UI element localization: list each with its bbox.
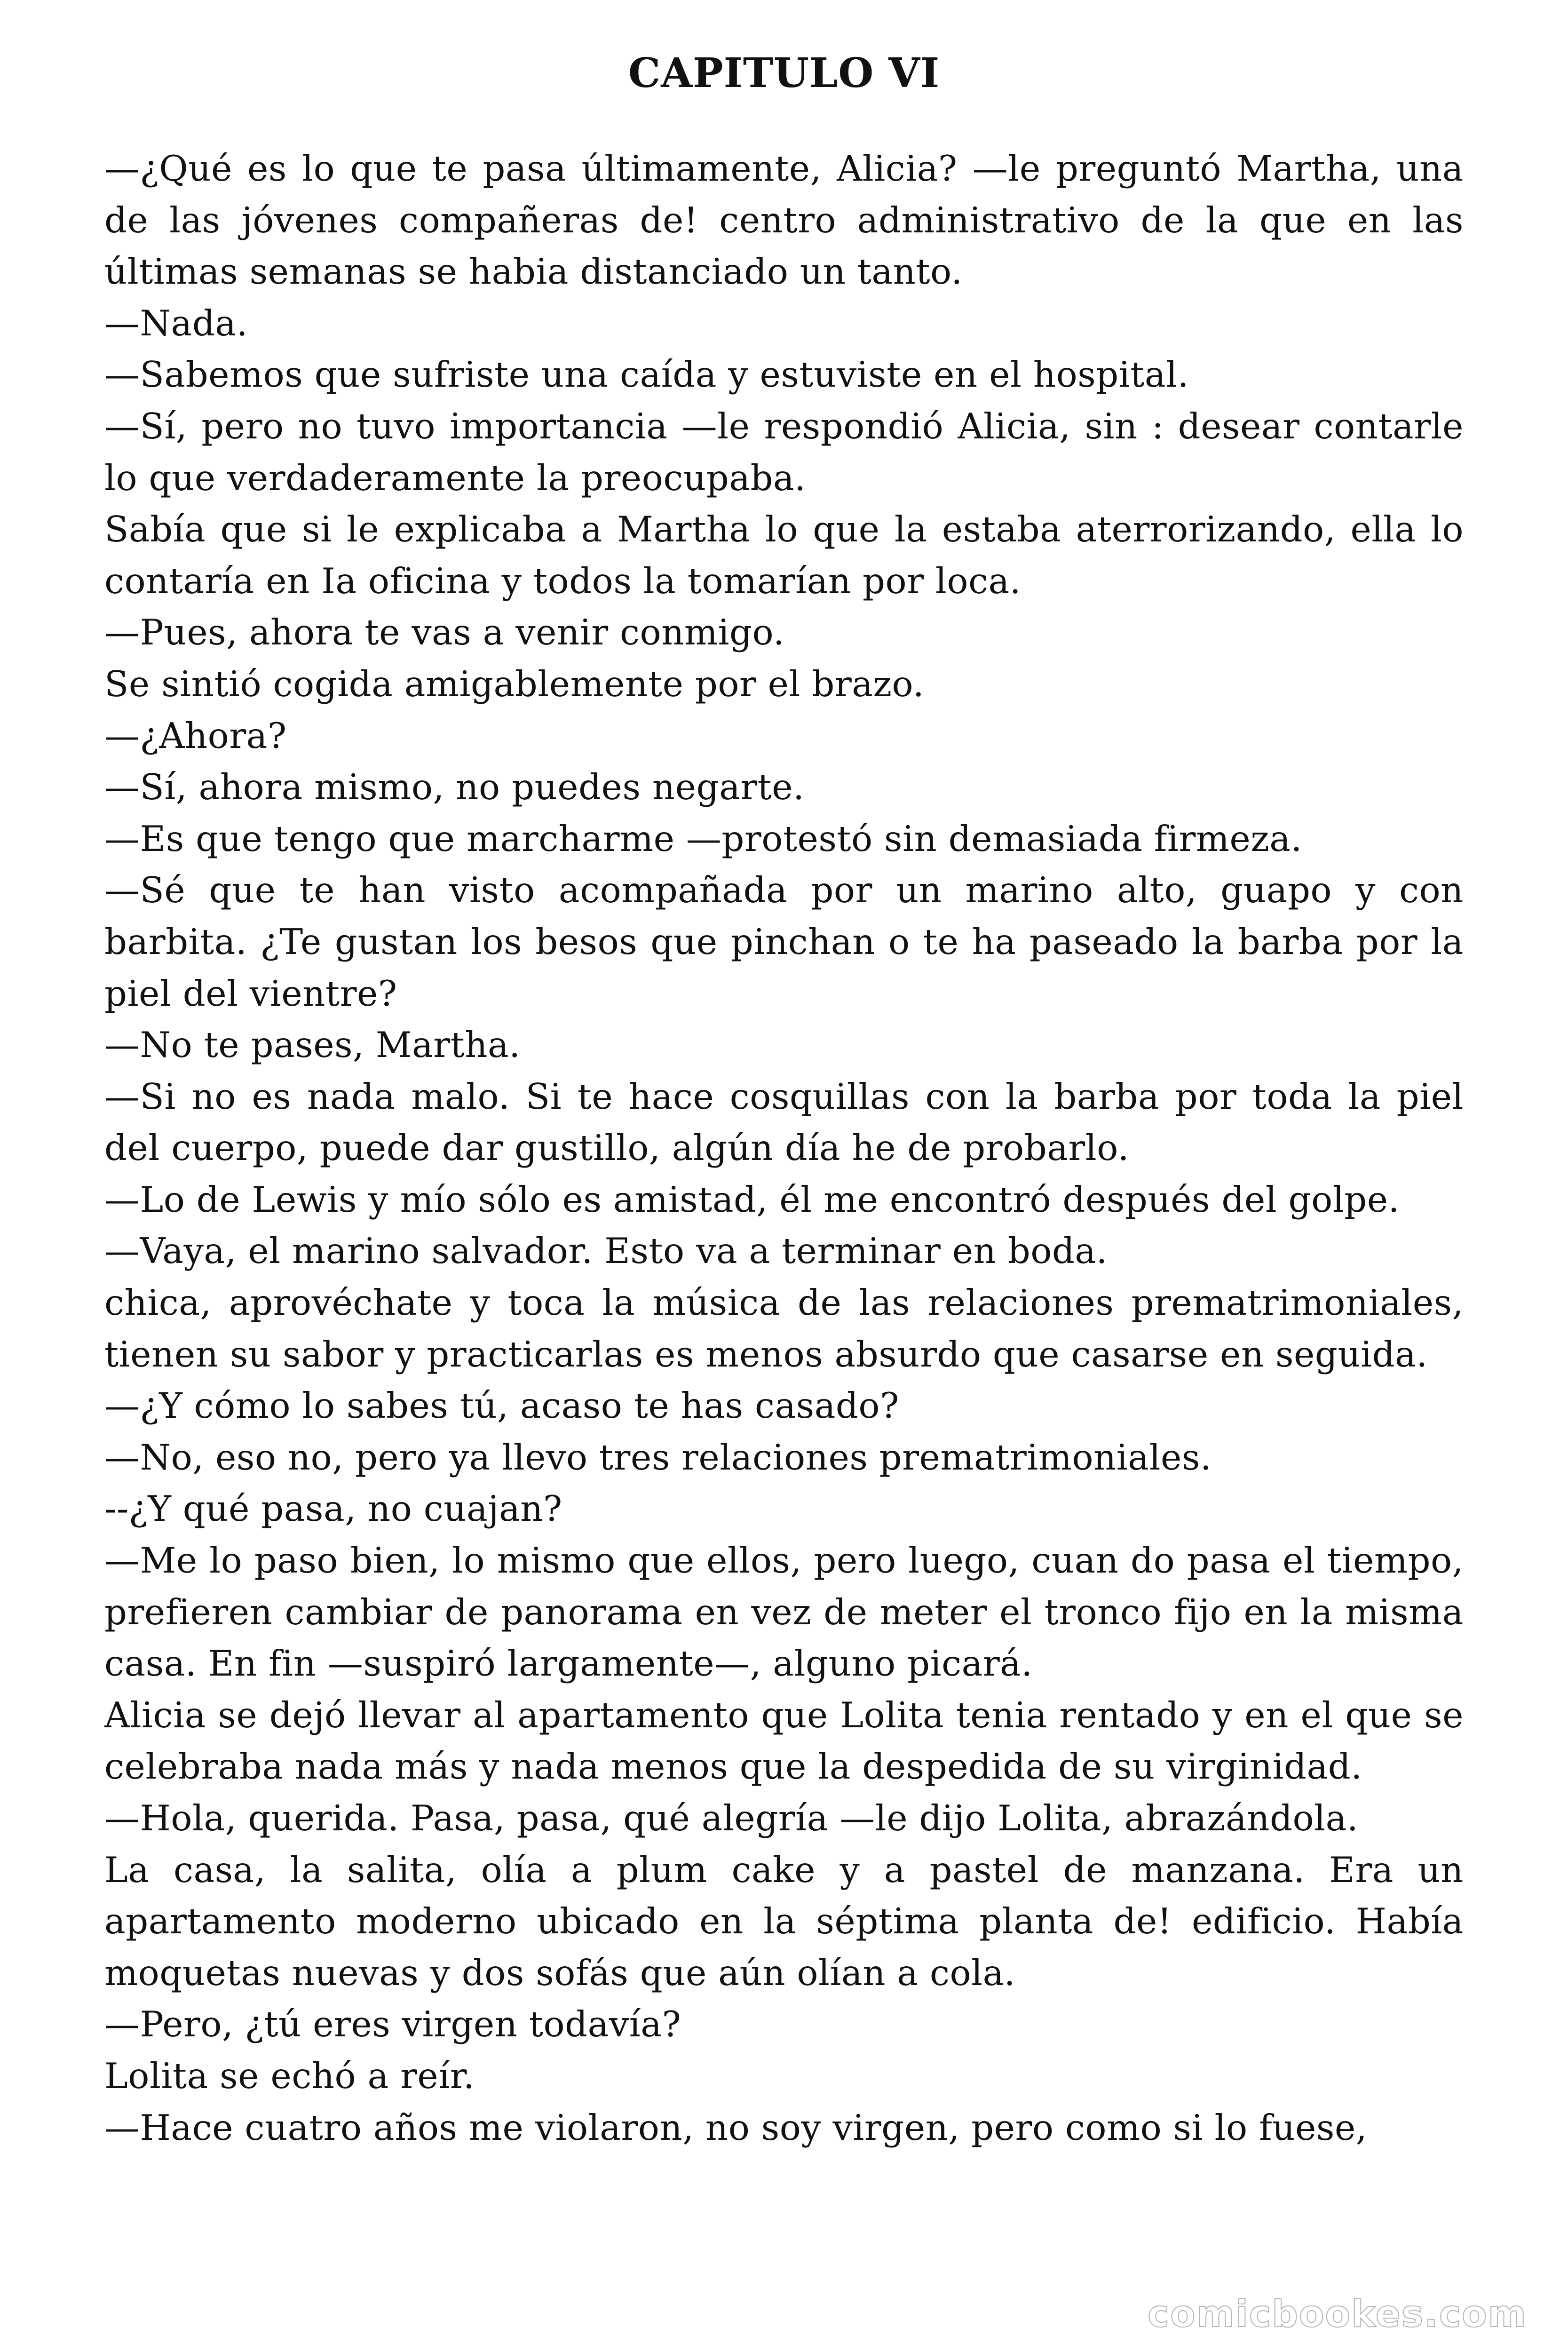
paragraph: —¿Y cómo lo sabes tú, acaso te has casado? xyxy=(104,1385,899,1427)
paragraph: Lolita se echó a reír. xyxy=(104,2055,475,2097)
paragraph: —Vaya, el marino salvador. Esto va a terminar en boda. xyxy=(104,1230,1108,1272)
paragraph: —Pero, ¿tú eres virgen todavía? xyxy=(104,2003,681,2045)
paragraph: Sabía que si le explicaba a Martha lo que la estaba aterrorizando, ella lo contaría en Ia oficina y todos la tomarían por loca. xyxy=(104,509,1464,602)
paragraph: —¿Qué es lo que te pasa últimamente, Alicia? —le preguntó Martha, una de las jóvenes compañeras de! centro administrativo de la que en las últimas semanas se habia distanciado un tanto. xyxy=(104,148,1464,293)
paragraph: —Sé que te han visto acompañada por un marino alto, guapo y con barbita. ¿Te gustan los besos que pinchan o te ha paseado la barba por la piel del vientre? xyxy=(104,869,1464,1014)
watermark: comicbookes.com xyxy=(1148,2293,1527,2336)
paragraph: —Hace cuatro años me violaron, no soy virgen, pero como si lo fuese, xyxy=(104,2106,1368,2148)
paragraph: —Sabemos que sufriste una caída y estuviste en el hospital. xyxy=(104,354,1189,396)
paragraph: —Sí, pero no tuvo importancia —le respondió Alicia, sin : desear contarle lo que verdaderamente la preocupaba. xyxy=(104,405,1464,499)
paragraph: —Si no es nada malo. Si te hace cosquillas con la barba por toda la piel del cuerpo, puede dar gustillo, algún día he de probarlo. xyxy=(104,1075,1464,1169)
paragraph: —Es que tengo que marcharme —protestó sin demasiada firmeza. xyxy=(104,818,1302,859)
paragraph: —No te pases, Martha. xyxy=(104,1024,521,1066)
paragraph: —¿Ahora? xyxy=(104,715,287,756)
paragraph: —Hola, querida. Pasa, pasa, qué alegría —le dijo Lolita, abrazándola. xyxy=(104,1797,1359,1839)
paragraph: —Pues, ahora te vas a venir conmigo. xyxy=(104,612,785,653)
paragraph: —Sí, ahora mismo, no puedes negarte. xyxy=(104,766,805,808)
paragraph: chica, aprovéchate y toca la música de las relaciones prematrimoniales, tienen su sabor y practicarlas es menos absurdo que casarse en seguida. xyxy=(104,1282,1464,1375)
paragraph: Se sintió cogida amigablemente por el brazo. xyxy=(104,663,925,705)
paragraph: La casa, la salita, olía a plum cake y a pastel de manzana. Era un apartamento moderno ubicado en la séptima planta de! edificio. Había moquetas nuevas y dos sofás que aún olían a cola. xyxy=(104,1849,1464,1994)
paragraph: —Lo de Lewis y mío sólo es amistad, él me encontró después del golpe. xyxy=(104,1178,1400,1220)
paragraph: —Nada. xyxy=(104,302,248,344)
paragraph: —Me lo paso bien, lo mismo que ellos, pero luego, cuan do pasa el tiempo, prefieren cambiar de panorama en vez de meter el tronco fijo en la misma casa. En fin —suspiró largamente—, alguno picará. xyxy=(104,1540,1464,1685)
paragraph: —No, eso no, pero ya llevo tres relaciones prematrimoniales. xyxy=(104,1436,1212,1478)
paragraph: --¿Y qué pasa, no cuajan? xyxy=(104,1488,562,1530)
chapter-title: CAPITULO VI xyxy=(628,49,940,97)
paragraph: Alicia se dejó llevar al apartamento que Lolita tenia rentado y en el que se celebraba nada más y nada menos que la despedida de su virginidad. xyxy=(104,1694,1464,1788)
chapter-body xyxy=(104,143,1464,2153)
